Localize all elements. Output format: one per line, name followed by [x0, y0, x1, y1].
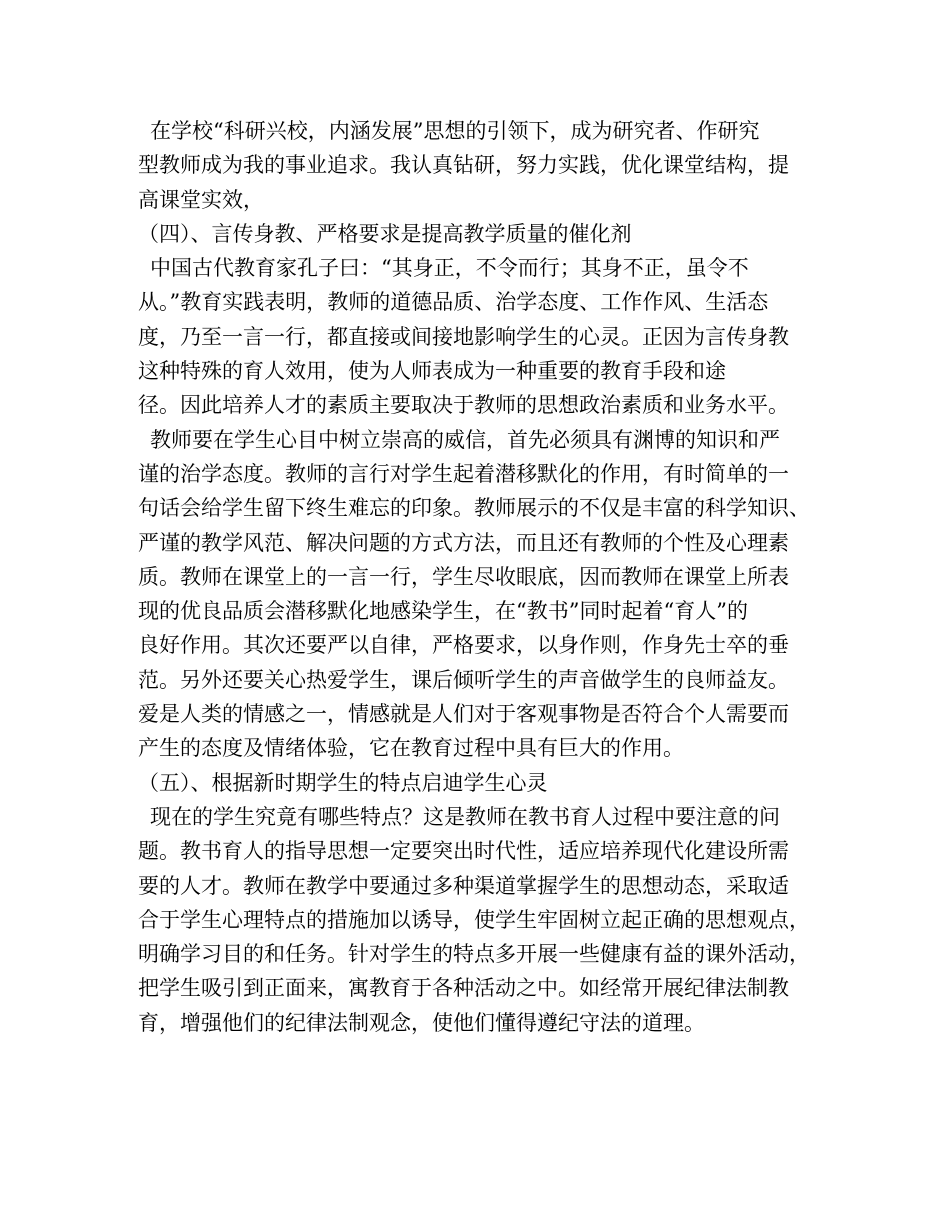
text-line: 严谨的教学风范、解决问题的方式方法，而且还有教师的个性及心理素: [138, 530, 789, 555]
text-line: 径。因此培养人才的素质主要取决于教师的思想政治素质和业务水平。: [138, 393, 789, 418]
text-line: 现的优良品质会潜移默化地感染学生，在“教书”同时起着“育人”的: [138, 599, 748, 624]
text-line: 把学生吸引到正面来，寓教育于各种活动之中。如经常开展纪律法制教: [138, 976, 789, 1001]
text-line: 这种特殊的育人效用，使为人师表成为一种重要的教育手段和途: [138, 359, 726, 384]
section-heading-4: （四）、言传身教、严格要求是提高教学质量的催化剂: [138, 221, 632, 246]
text-line: 质。教师在课堂上的一言一行，学生尽收眼底，因而教师在课堂上所表: [138, 564, 789, 589]
text-line: 现在的学生究竟有哪些特点？这是教师在教书育人过程中要注意的问: [150, 804, 780, 829]
text-line: 爱是人类的情感之一，情感就是人们对于客观事物是否符合个人需要而: [138, 702, 789, 727]
text-line: 合于学生心理特点的措施加以诱导，使学生牢固树立起正确的思想观点，: [138, 907, 810, 932]
text-line: 高课堂实效，: [138, 187, 264, 212]
text-line: 在学校“科研兴校，内涵发展”思想的引领下，成为研究者、作研究: [150, 119, 760, 143]
text-line: 良好作用。其次还要严以自律，严格要求，以身作则，作身先士卒的垂: [138, 633, 789, 658]
text-line: 范。另外还要关心热爱学生，课后倾听学生的声音做学生的良师益友。: [138, 667, 789, 692]
text-line: 产生的态度及情绪体验，它在教育过程中具有巨大的作用。: [138, 736, 684, 761]
text-line: 要的人才。教师在教学中要通过多种渠道掌握学生的思想动态，采取适: [138, 873, 789, 898]
text-line: 教师要在学生心目中树立崇高的威信，首先必须具有渊博的知识和严: [150, 427, 780, 452]
text-line: 育，增强他们的纪律法制观念，使他们懂得遵纪守法的道理。: [138, 1010, 705, 1035]
document-body: [138, 114, 828, 1040]
text-line: 中国古代教育家孔子曰：“其身正，不令而行；其身不正，虽令不: [150, 256, 749, 281]
text-line: 谨的治学态度。教师的言行对学生起着潜移默化的作用，有时简单的一: [138, 461, 789, 486]
text-line: 明确学习目的和任务。针对学生的特点多开展一些健康有益的课外活动，: [138, 942, 810, 967]
text-line: 度，乃至一言一行，都直接或间接地影响学生的心灵。正因为言传身教: [138, 324, 789, 349]
section-heading-5: （五）、根据新时期学生的特点启迪学生心灵: [138, 770, 548, 795]
text-line: 题。教书育人的指导思想一定要突出时代性，适应培养现代化建设所需: [138, 839, 789, 864]
text-line: 句话会给学生留下终生难忘的印象。教师展示的不仅是丰富的科学知识、: [138, 496, 810, 521]
text-line: 型教师成为我的事业追求。我认真钻研，努力实践，优化课堂结构，提: [138, 153, 789, 178]
text-line: 从。”教育实践表明，教师的道德品质、治学态度、工作作风、生活态: [138, 290, 769, 315]
